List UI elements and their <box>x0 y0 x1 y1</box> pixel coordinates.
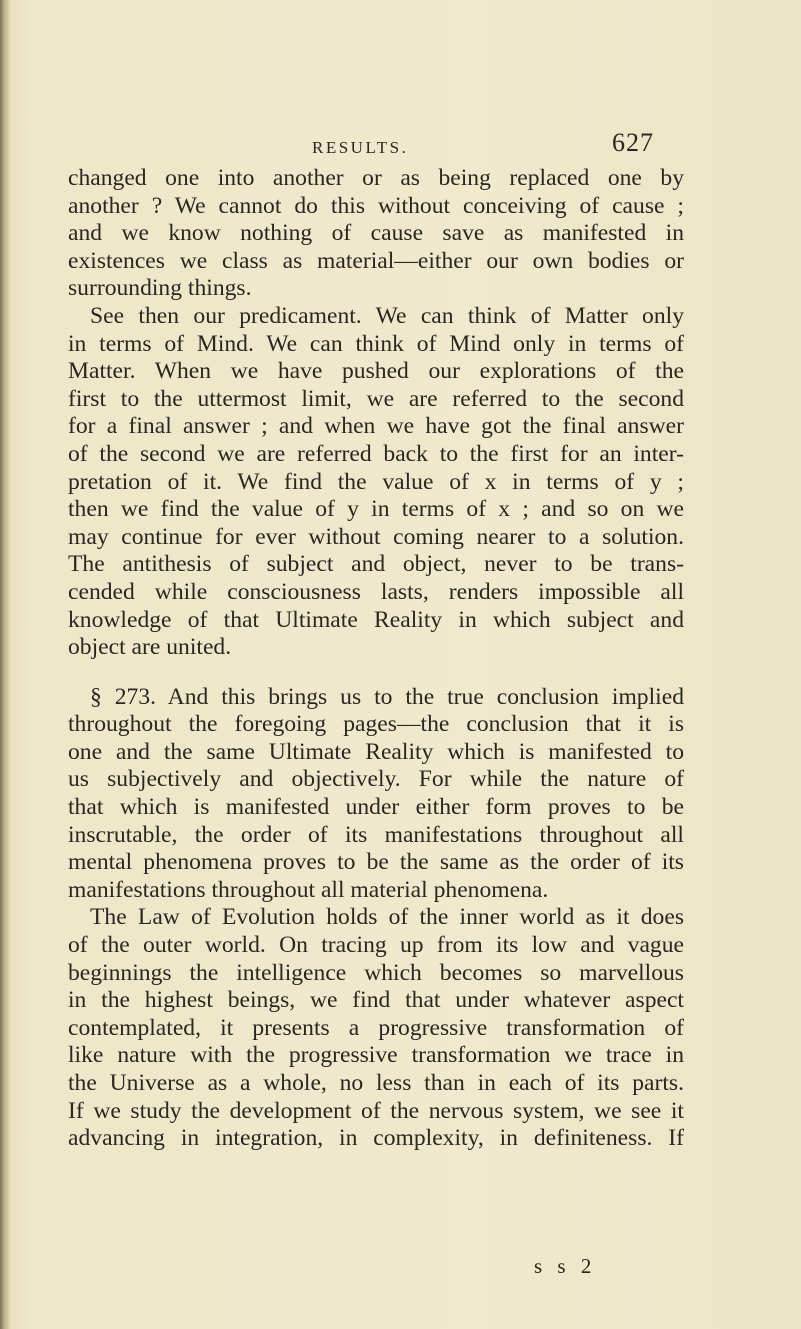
text-line: beginnings the intelligence which becomes so marvellous <box>68 959 684 986</box>
text-line: § 273. And this brings us to the true conclusion implied <box>90 683 684 710</box>
text-line: that which is manifested under either form proves to be <box>68 794 684 821</box>
text-line: for a final answer ; and when we have got the final answer <box>68 413 684 440</box>
text-line: See then our predicament. We can think of Matter only <box>90 302 684 329</box>
text-line: throughout the foregoing pages—the conclusion that it is <box>68 711 684 738</box>
text-line: mental phenomena proves to be the same as the order of its <box>68 849 684 876</box>
text-line: of the outer world. On tracing up from its low and vague <box>68 932 684 959</box>
text-line: the Universe as a whole, no less than in each of its parts. <box>68 1070 684 1096</box>
text-line: in the highest beings, we find that under whatever aspect <box>68 987 684 1014</box>
text-line: object are united. <box>68 634 232 661</box>
text-line: inscrutable, the order of its manifestations throughout all <box>68 821 684 848</box>
text-line: us subjectively and objectively. For while the nature of <box>68 766 684 793</box>
text-line: The Law of Evolution holds of the inner world as it does <box>90 904 684 931</box>
page-number: 627 <box>612 128 654 157</box>
text-line: advancing in integration, in complexity, in definiteness. If <box>68 1125 684 1152</box>
running-head: RESULTS. <box>312 138 409 157</box>
text-line: then we find the value of y in terms of x ; and so on we <box>68 496 684 523</box>
text-line: and we know nothing of cause save as manifested in <box>68 220 684 247</box>
text-line: Matter. When we have pushed our explorations of the <box>68 358 684 385</box>
text-line: If we study the development of the nervous system, we see it <box>68 1097 684 1124</box>
text-line: may continue for ever without coming nearer to a solution. <box>68 523 684 550</box>
binding-gutter <box>0 0 10 1329</box>
body-text <box>68 165 684 1153</box>
text-line: contemplated, it presents a progressive transformation of <box>68 1014 684 1041</box>
text-line: first to the uttermost limit, we are referred to the second <box>68 385 684 412</box>
paragraph-spacer <box>68 662 684 684</box>
text-line: another ? We cannot do this without conceiving of cause ; <box>68 192 684 219</box>
text-line: of the second we are referred back to the first for an inter- <box>68 440 684 467</box>
text-line: existences we class as material—either our own bodies or <box>68 247 684 274</box>
text-line: pretation of it. We find the value of x in terms of y ; <box>68 468 684 495</box>
text-line: manifestations throughout all material phenomena. <box>68 876 549 903</box>
text-line: like nature with the progressive transformation we trace in <box>68 1042 684 1069</box>
signature-mark: s s 2 <box>534 1254 597 1278</box>
text-line: knowledge of that Ultimate Reality in which subject and <box>68 606 684 633</box>
text-line: The antithesis of subject and object, never to be trans- <box>68 551 684 578</box>
text-line: surrounding things. <box>68 275 252 302</box>
text-line: cended while consciousness lasts, renders impossible all <box>68 578 684 605</box>
text-line: in terms of Mind. We can think of Mind only in terms of <box>68 330 684 357</box>
text-line: changed one into another or as being replaced one by <box>68 165 684 191</box>
text-line: one and the same Ultimate Reality which is manifested to <box>68 738 684 765</box>
